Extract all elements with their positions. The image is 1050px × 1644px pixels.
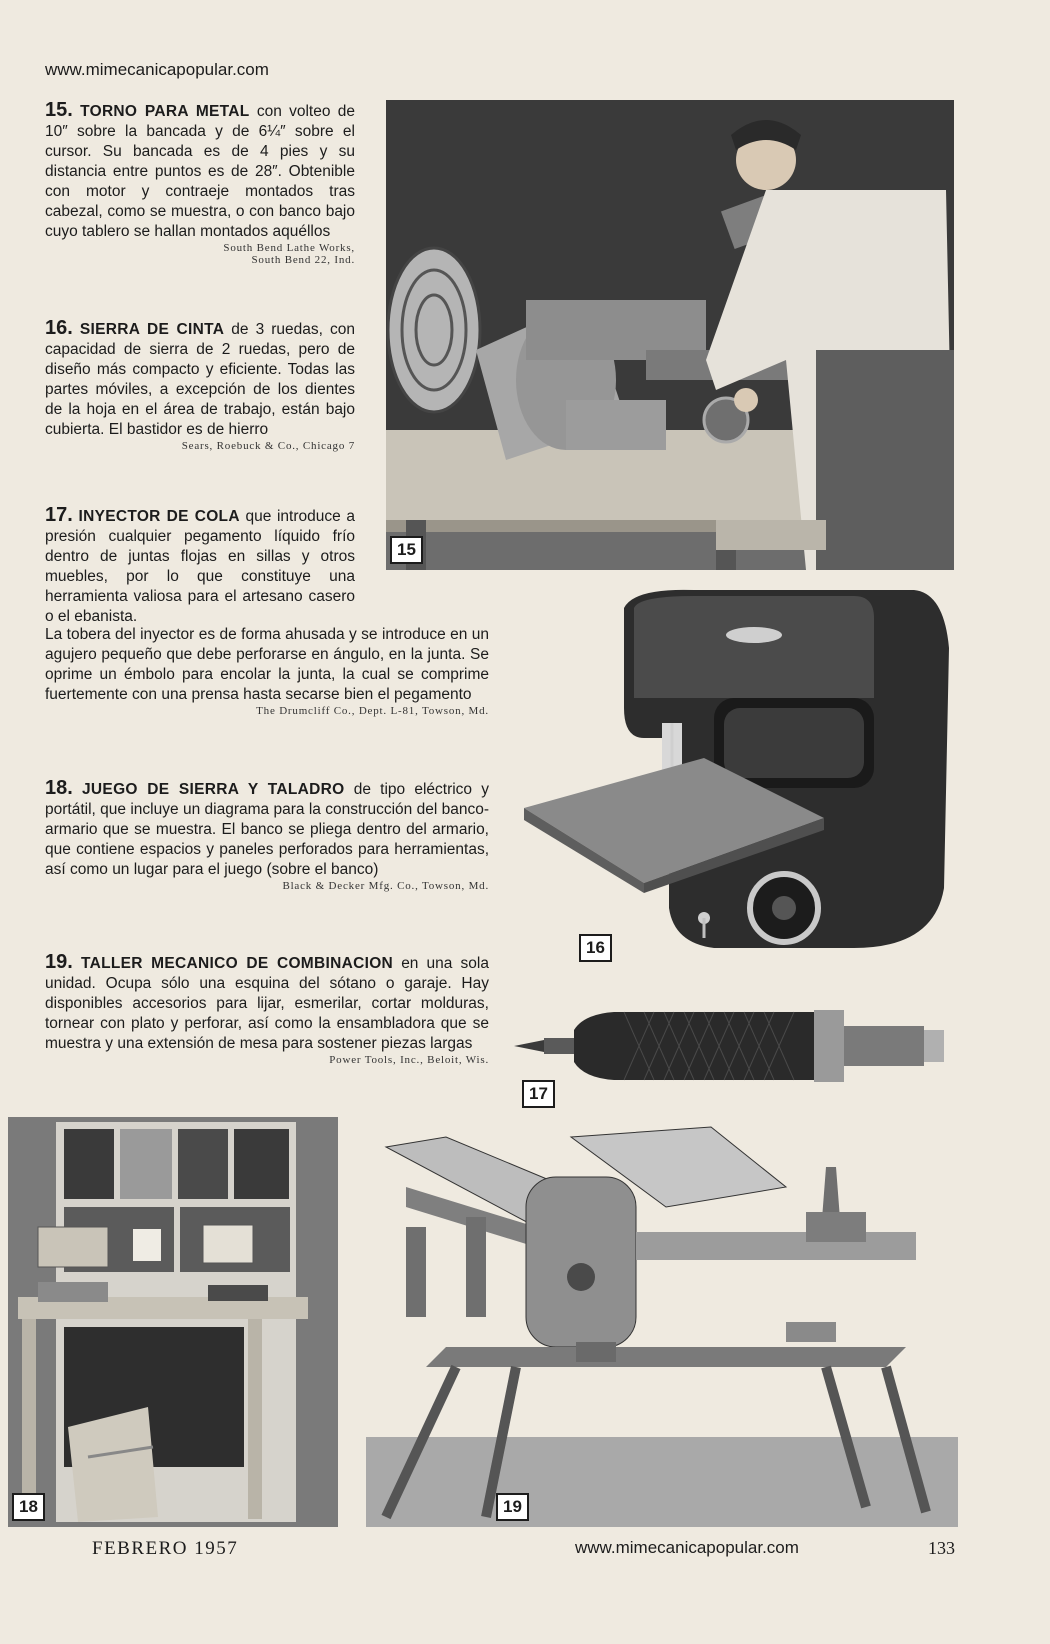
item-number: 18.	[45, 777, 73, 799]
footer-url[interactable]: www.mimecanicapopular.com	[575, 1538, 799, 1557]
item-number: 17.	[45, 504, 73, 526]
header-url[interactable]: www.mimecanicapopular.com	[45, 60, 269, 79]
item-heading: JUEGO DE SIERRA Y TALADRO	[82, 781, 345, 798]
figure-label: 18	[12, 1493, 45, 1521]
credit-line: South Bend Lathe Works,	[223, 242, 355, 254]
item-number: 16.	[45, 317, 73, 339]
figure-label: 19	[496, 1493, 529, 1521]
item-19-text	[45, 952, 489, 1054]
item-number: 15.	[45, 99, 73, 121]
item-17-continued	[45, 625, 489, 717]
credit-line: Sears, Roebuck & Co., Chicago 7	[181, 440, 355, 452]
item-credit	[45, 880, 489, 892]
item-body-continued: La tobera del inyector es de forma ahusada y se introduce en un agujero pequeño que debe perforarse en ángulo, en la junta. Se oprime un émbolo para encolar la junta, la cual se comprime fuertemente con una prensa hasta secarse bien el pegamento	[45, 626, 489, 703]
metal-lathe-photo	[386, 100, 954, 570]
item-17	[45, 505, 355, 627]
item-heading: TORNO PARA METAL	[80, 103, 250, 120]
item-credit	[45, 705, 489, 717]
figure-label: 16	[579, 934, 612, 962]
band-saw-photo	[524, 588, 954, 983]
item-heading: INYECTOR DE COLA	[78, 508, 240, 525]
item-heading: SIERRA DE CINTA	[79, 321, 225, 338]
glue-injector-photo	[514, 1006, 954, 1108]
figure-label: 17	[522, 1080, 555, 1108]
combination-shop-photo	[366, 1117, 958, 1527]
item-body: en una sola unidad. Ocupa sólo una esquina del sótano o garaje. Hay disponibles accesorios para lijar, esmerilar, cortar molduras, tornear con plato y perforar, así como la ensambladora que se muestra y una extensión de mesa para sostener piezas largas	[45, 955, 489, 1052]
figure-label: 15	[390, 536, 423, 564]
credit-line: Black & Decker Mfg. Co., Towson, Md.	[282, 880, 489, 892]
item-16-text	[45, 318, 355, 440]
credit-line: The Drumcliff Co., Dept. L-81, Towson, Md.	[256, 705, 489, 717]
credit-line: South Bend 22, Ind.	[251, 254, 355, 266]
bench-cabinet-photo	[8, 1117, 338, 1527]
item-17-text	[45, 505, 355, 627]
item-credit	[45, 242, 355, 266]
item-15-text	[45, 100, 355, 242]
item-18	[45, 778, 489, 892]
item-number: 19.	[45, 951, 73, 973]
credit-line: Power Tools, Inc., Beloit, Wis.	[329, 1054, 489, 1066]
item-15	[45, 100, 355, 266]
item-credit	[45, 1054, 489, 1066]
item-heading: TALLER MECANICO DE COMBINACION	[80, 955, 394, 972]
item-body: que introduce a presión cualquier pegamento líquido frío dentro de juntas flojas en sillas y otros muebles, por lo que constituye una herramienta valiosa para el artesano casero o el ebanista.	[45, 508, 356, 625]
item-16	[45, 318, 355, 452]
item-body: de tipo eléctrico y portátil, que incluye un diagrama para la construcción del banco-armario que se muestra. El banco se pliega dentro del armario, que contiene espacios y paneles perforados para herramientas, así como un lugar para el juego (sobre el banco)	[45, 781, 489, 878]
item-19	[45, 952, 489, 1066]
item-body: con volteo de 10″ sobre la bancada y de 6¼″ sobre el cursor. Su bancada es de 4 pies y su distancia entre puntos es de 28″. Obtenible con motor y contraeje montados tras cabezal, como se muestra, o con banco bajo cuyo tablero se hallan montados aquéllos	[45, 103, 355, 240]
page-number: 133	[928, 1538, 955, 1558]
item-body: de 3 ruedas, con capacidad de sierra de 2 ruedas, pero de diseño más compacto y eficiente. Todas las partes móviles, a excepción de los dientes de la hoja en el área de trabajo, están bajo cubierta. El bastidor es de hierro	[45, 321, 355, 438]
item-credit	[45, 440, 355, 452]
item-18-text	[45, 778, 489, 880]
footer-month: FEBRERO 1957	[92, 1538, 239, 1559]
